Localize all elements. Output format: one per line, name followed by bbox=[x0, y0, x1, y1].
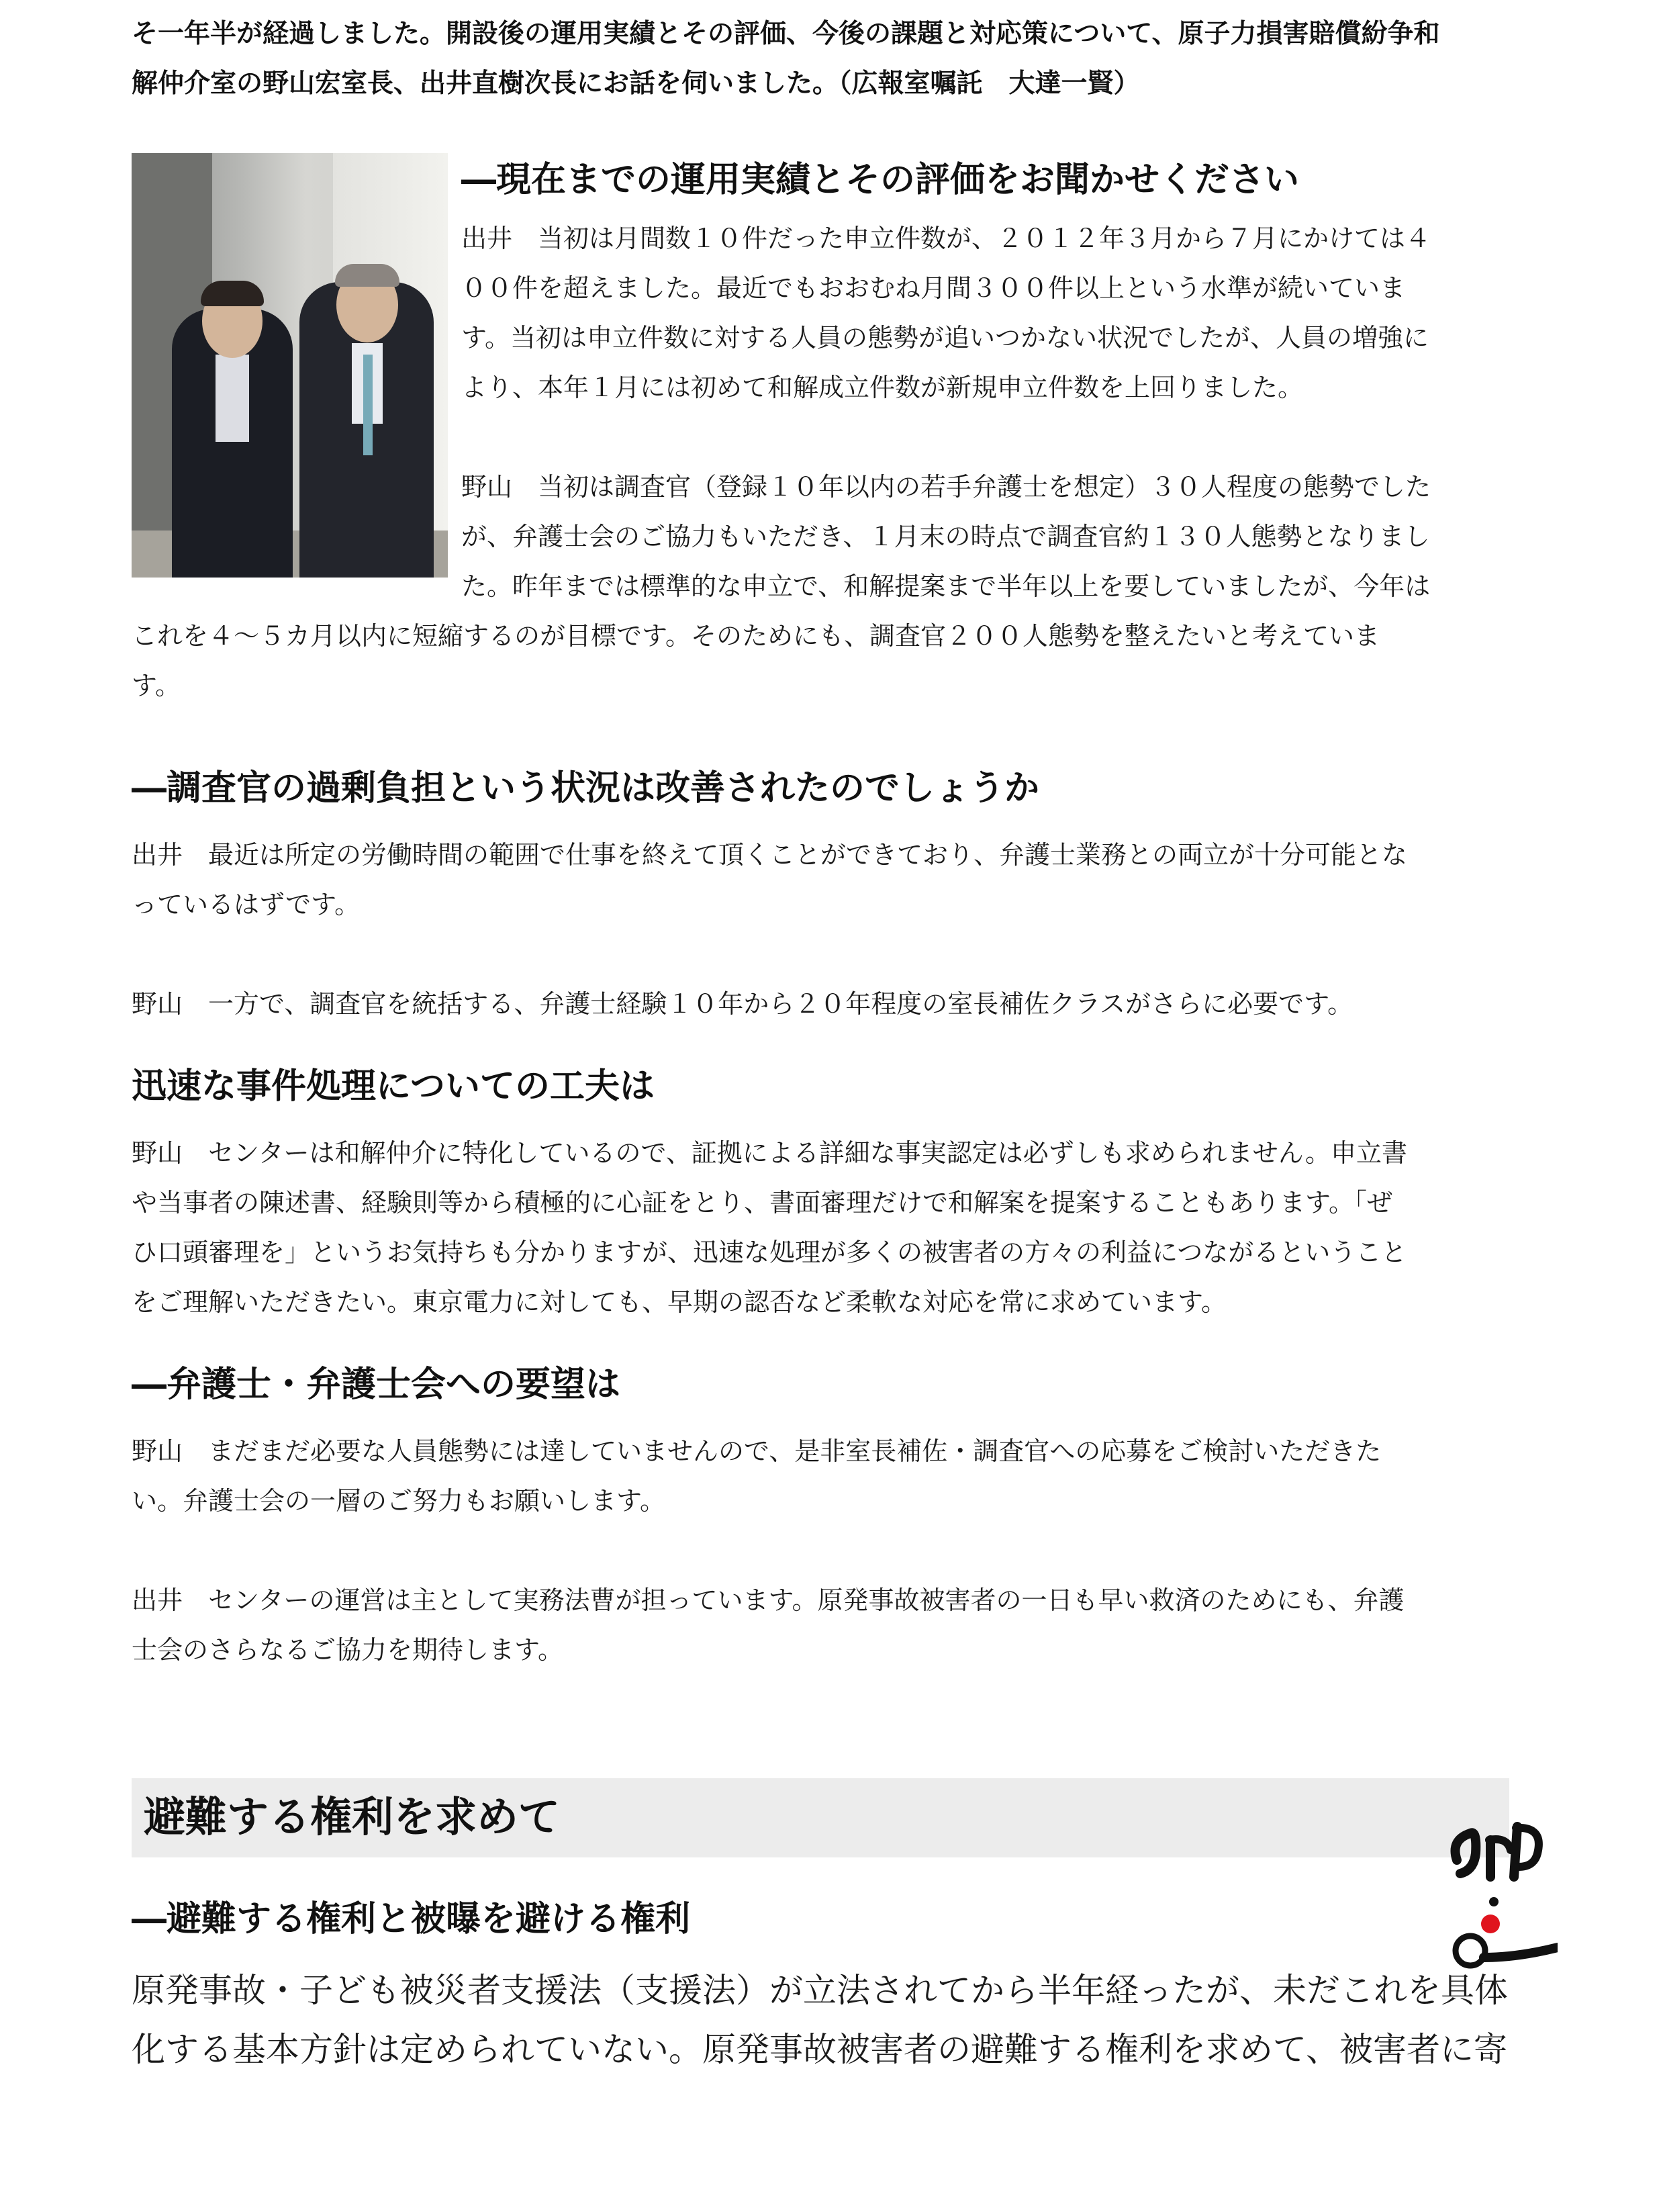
text-line: ００件を超えました。最近でもおおむね月間３００件以上という水準が続いていま bbox=[461, 273, 1406, 303]
answer-paragraph bbox=[132, 1426, 1508, 1526]
text-line: ひ口頭審理を」というお気持ちも分かりますが、迅速な処理が多くの被害者の方々の利益につながるということ bbox=[132, 1238, 1407, 1267]
text-line: た。昨年までは標準的な申立で、和解提案まで半年以上を要していましたが、今年は bbox=[461, 571, 1431, 601]
text-line: や当事者の陳述書、経験則等から積極的に心証をとり、書面審理だけで和解案を提案することもあります。「ぜ bbox=[132, 1188, 1392, 1217]
text-line: 士会のさらなるご協力を期待します。 bbox=[132, 1635, 563, 1665]
intro-paragraph bbox=[132, 0, 1508, 109]
answer-paragraph-continued bbox=[132, 611, 1508, 710]
intro-line: 解仲介室の野山宏室長、出井直樹次長にお話を伺いました。（広報室嘱託 大達一賢） bbox=[132, 68, 1140, 99]
question-heading: ―避難する権利と被曝を避ける権利 bbox=[132, 1899, 691, 1939]
section-banner bbox=[132, 1778, 1509, 1857]
question-heading: ―調査官の過剰負担という状況は改善されたのでしょうか bbox=[132, 768, 1040, 809]
question-heading: 迅速な事件処理についての工夫は bbox=[132, 1066, 655, 1107]
answer-paragraph bbox=[132, 830, 1508, 929]
text-line: をご理解いただきたい。東京電力に対しても、早期の認否など柔軟な対応を常に求めています。 bbox=[132, 1287, 1227, 1317]
text-line: が、弁護士会のご協力もいただき、１月末の時点で調査官約１３０人態勢となりまし bbox=[461, 522, 1430, 551]
text-line: っているはずです。 bbox=[132, 890, 361, 919]
question-heading: ―現在までの運用実績とその評価をお聞かせください bbox=[461, 160, 1300, 200]
text-line: 野山 当初は調査官（登録１０年以内の若手弁護士を想定）３０人程度の態勢でした bbox=[461, 472, 1431, 502]
lead-paragraph bbox=[132, 1961, 1508, 2079]
text-line: 出井 当初は月間数１０件だった申立件数が、２０１２年３月から７月にかけては４ bbox=[461, 224, 1431, 253]
text-line: 化する基本方針は定められていない。原発事故被害者の避難する権利を求めて、被害者に寄 bbox=[132, 2030, 1507, 2069]
banner-title: 避難する権利を求めて bbox=[144, 1792, 561, 1841]
text-line: 出井 センターの運営は主として実務法曹が担っています。原発事故被害者の一日も早い救済のためにも、弁護 bbox=[132, 1585, 1405, 1615]
text-line: い。弁護士会の一層のご努力もお願いします。 bbox=[132, 1486, 665, 1516]
text-line: これを４～５カ月以内に短縮するのが目標です。そのためにも、調査官２００人態勢を整えたいと考えていま bbox=[132, 621, 1380, 651]
text-line: 原発事故・子ども被災者支援法（支援法）が立法されてから半年経ったが、未だこれを具体 bbox=[132, 1971, 1508, 2010]
text-line: 野山 一方で、調査官を統括する、弁護士経験１０年から２０年程度の室長補佐クラスがさらに必要です。 bbox=[132, 989, 1353, 1019]
text-line: 出井 最近は所定の労働時間の範囲で仕事を終えて頂くことができており、弁護士業務との両立が十分可能とな bbox=[132, 840, 1408, 870]
answer-paragraph bbox=[132, 1128, 1508, 1327]
question-heading: ―弁護士・弁護士会への要望は bbox=[132, 1365, 621, 1405]
interview-photo bbox=[132, 153, 448, 578]
answer-paragraph bbox=[132, 979, 1508, 1029]
jfba-mascot-logo-icon bbox=[1443, 1813, 1558, 1974]
intro-line: そ一年半が経過しました。開設後の運用実績とその評価、今後の課題と対応策について、原子力損害賠償紛争和 bbox=[132, 19, 1440, 49]
answer-paragraph bbox=[132, 1575, 1508, 1675]
text-line: 野山 まだまだ必要な人員態勢には達していませんので、是非室長補佐・調査官への応募をご検討いただきた bbox=[132, 1436, 1382, 1466]
text-line: す。当初は申立件数に対する人員の態勢が追いつかない状況でしたが、人員の増強に bbox=[461, 323, 1429, 353]
text-line: 野山 センターは和解仲介に特化しているので、証拠による詳細な事実認定は必ずしも求められません。申立書 bbox=[132, 1138, 1408, 1168]
text-line: より、本年１月には初めて和解成立件数が新規申立件数を上回りました。 bbox=[461, 373, 1304, 402]
text-line: す。 bbox=[132, 671, 181, 700]
section-operation-results bbox=[132, 153, 1508, 710]
article bbox=[132, 0, 1508, 2079]
